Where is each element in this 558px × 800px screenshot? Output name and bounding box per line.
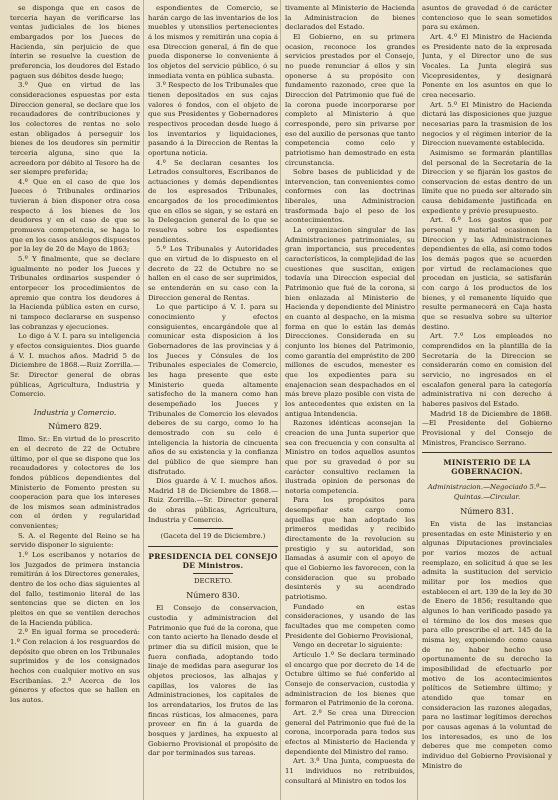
gazette-citation: (Gaceta del 19 de Diciembre.) — [160, 532, 266, 541]
document-number: Número 829. — [48, 421, 102, 431]
decree-label: DECRETO. — [193, 577, 233, 586]
paragraph: espondientes de Comercio, se harán cargo de las inventarios de los muebles y utensilios pertenecientes á los mismos y remitirán una copia á esa Direccion general, á fin de que pueda disponerse lo conveniente á los objetos del servicio público, ó su inmediata venta en pública subasta. — [148, 4, 278, 80]
paragraph: En vista de las instancias presentadas en este Ministerio y en algunas Diputaciones provinciales por varios mozos de actual reemplazo, en solicitud á que se les admita la sustitucion del servicio militar por los medios que establecen el art. 139 de la ley de 30 de Enero de 1856; resultando que algunos lo han verificado pasado ya el término de los dos meses que para ello prescribe el art. 145 de la misma ley, exponiendo como causa de no haber hecho uso oportunamente de su derecho la imposibilidad de efectuarlo por motivo de los acontecimientos políticos de Setiembre último; y atendido que tomar en consideracion las razones alegadas, para no lastimar legítimos derechos por causas agenas á la voluntad de los interesados, es uno de los deberes que me competen como individuo del Gobierno Provisional y Ministro de — [422, 520, 552, 770]
rule — [422, 452, 552, 453]
paragraph: Art. 4.º El Ministro de Hacienda es Presidente nato de la expresada Junta, y el Director uno de sus Vocales. La Junta elegirá sus Vicepresidentes, y designará Ponente en los asuntos en que lo crea necesario. — [422, 32, 552, 99]
column-2 — [148, 4, 278, 796]
paragraph: 4.º Que en el caso de que los Jueces ó Tribunales ordinarios tuvieran á bien disponer otra cosa respecto á los bienes de los deudores y en el caso de que se promueva competencia, se haga lo que en los casos análogos dispuestos por la ley de 20 de Mayo de 1863; — [10, 177, 140, 254]
paragraph: 4.º Se declaran cesantes los Letrados consultores, Escribanos de actuaciones y demás dependientes de los espresados Tribunales, encargados de los procedimientos que en ellos se sigan, y se estará en la Delegacion general de lo que se resuelva sobre los espedientes pendientes. — [148, 158, 278, 244]
paragraph: Art. 5.º El Ministro de Hacienda dictará las disposiciones que juzgue necesarias para la trasmision de los negocios y el régimen interior de la Direccion nuevamente establecida. — [422, 100, 552, 148]
paragraph: Razones idénticas aconsejan la creacion de una Junta superior que sea con frecuencia y con consulta al Ministro en todos aquellos asuntos que por su gravedad ó por su carácter consultivo reclamen la ilustrada opinion de personas de notoria competencia. — [285, 419, 415, 495]
paragraph: 1.º Los escribanos y notarios de los Juzgados de primera instancia remitirán á los Directores generales, dentro de los ocho dias siguientes al del fallo, testimonio literal de las sentencias que se dicten en los pleitos en que se ventilen derechos de la Hacienda pública. — [10, 551, 140, 627]
paragraph: 3.º Que en virtud de las consideraciones espuestas por esta Direccion general, se declare que los recaudadores de contribuciones y los colectores de rentas no solo estan obligados á perseguir los bienes de los deudores sin permitir terceria alguna, sino que la acreedora por débito al Tesoro ha de ser siempre preferida; — [10, 81, 140, 177]
column-1 — [10, 4, 140, 796]
column-3 — [285, 4, 415, 796]
document-number: Número 830. — [186, 590, 240, 600]
paragraph: se disponga que en casos de terceria hayan de verificarse las ventas judiciales de los bienes embargados por los Jueces de Hacienda, sin perjuicio de que ínterin se resuelve la cuestion de preferencia, los deudores del Estado paguen sus débitos desde luego; — [10, 4, 140, 80]
short-rule — [193, 528, 233, 529]
paragraph: tivamente al Ministerio de Hacienda la Administracion de bienes declarados del Estado. — [285, 4, 415, 32]
rule — [148, 546, 278, 547]
paragraph: Art. 6.º Los gastos que por personal y material ocasionen la Direccion y las Administraciones dependientes de ella, así como todos los demás pagos que se acuerden por virtud de reclamaciones que procedan en justicia, se satisfarán con cargo á los productos de los bienes, y el remanente líquido que resulte permanecerá en Caja hasta que se resuelva sobre su ulterior destino. — [422, 216, 552, 331]
paragraph: Artículo 1.º Se declara terminado el encargo que por decreto de 14 de Octubre último se fué conferido al Consejo de conservacion, custodia y administracion de los bienes que formaron el Patrimonio de la corona. — [285, 650, 415, 708]
paragraph: El Gobierno, en su primera ocasion, reconoce los grandes servicios prestados por el Consejo, no puede renunciar á ellos y sin oponerse á su propósito con fundamento razonado, cree que la Direccion del Patrimonio que fué de la corona puede incorporarse por completo al Ministerio á que corresponde, pero sin privarse por eso del auxilio de personas que tanto competencia como celo y patriotismo han demostrado en esta circunstancia. — [285, 32, 415, 167]
ministry-heading: MINISTERIO DE LA GOBERNACION. — [443, 458, 531, 477]
paragraph: La organizacion singular de las Administraciones patrimoniales, su gran importancia, sus precedentes característicos, la complejidad de las cuestiones que suscitan, exigen todavía una Direccion especial del Patrimonio que fué de la corona, si bien enlazada al Ministerio de Hacienda y dependiente del Ministro en cuanto al despacho, en la misma forma en que lo están las demás Direcciones. Considerada en su conjunto los bienes del Patrimonio, como garantía del empréstito de 200 millones de escudos, menester es que los expedientes para su enajenacion sean despachados en el más breve plazo posible con vista de los antecedentes que existen en la antigua Intendencia. — [285, 226, 415, 418]
paragraph: asuntos de gravedad ó de carácter contencioso que le sean sometidos para su exámen. — [422, 4, 552, 32]
section-heading: Industria y Comercio. — [33, 407, 117, 417]
paragraph: S. A. el Regente del Reino se ha servido disponer lo siguiente: — [10, 531, 140, 550]
ministry-heading: PRESIDENCIA DEL CONSEJO DE Ministros. — [148, 552, 278, 571]
paragraph: Art. 7.º Los empleados no comprendidos en la plantilla de la Secretaría de la Direccion se considerarán como en comision del servicio, no ingresados en el escalafon general para la categoría administrativa ni con derecho á haberes pasivos del Estado. — [422, 332, 552, 408]
paragraph: Fundado en estas consideraciones, y usando de las facultades que me competen como Presidente del Gobierno Provisional, — [285, 602, 415, 640]
paragraph: Ilmo. Sr.: En virtud de lo prescrito en el decreto de 22 de Octubre último, por el que se dispone que los recaudadores y colectores de los fondos públicos dependientes del Ministerio de Fomento presten su cooperacion para que los intereses de los mismos sean administrados con el órden y regularidad convenientes; — [10, 435, 140, 531]
column-divider — [280, 0, 281, 800]
paragraph: 5.º Los Tribunales y Autoridades que en virtud de lo dispuesto en el decreto de 22 de Octubre no se hallen en el caso de ser suprimidos, se entenderán en su caso con la Direccion general de Rentas. — [148, 245, 278, 302]
paragraph: 3.º Respecto de los Tribunales que tienen depositados en sus cajas valores ó fondos, con el objeto de que sus Presidentes y Gobernadores respectivos procedan desde luego á los inventarios y liquidaciones, pasando á la Direccion de Rentas la oportuna noticia. — [148, 81, 278, 157]
paragraph: Art. 3.º Una Junta, compuesta de 11 individuos no retribuidos, consultará al Ministro en todos los — [285, 757, 415, 785]
column-divider — [143, 0, 144, 800]
paragraph: Dios guarde á V. I. muchos años. Madrid 18 de Diciembre de 1868.—Ruiz Zorrilla.—Sr. Director general de obras públicas, Agricultura, Industria y Comercio. — [148, 477, 278, 524]
paragraph: Lo que participo á V. I. para su conocimiento y efectos consiguientes, encargándole que al comunicar esta disposicion á los Gobernadores de las provincias y á los Jueces y Cónsules de los Tribunales especiales de Comercio, les haga presente que este Ministerio queda altamente satisfecho de la manera como han desempeñado los Jueces y Tribunales de Comercio los elevados deberes de su cargo, como lo ha demostrado con su celo é inteligencia la historia de cincuenta años de su existencia y la confianza del público de que siempre han disfrutado. — [148, 303, 278, 476]
signature-line: Madrid 18 de Diciembre de 1868.—El Presidente del Gobierno Provisional y del Consejo de Ministros, Francisco Serrano. — [422, 409, 552, 447]
short-rule — [467, 479, 507, 480]
paragraph: 5.º Y finalmente, que se declare igualmente no poder los Jueces y Tribunales ordinarios suspender ó entorpecer los procedimientos de apremio que contra los deudores á la Hacienda pública esten en curso, ni tampoco declararse en suspenso las cobranzas y ejecuciones. — [10, 255, 140, 331]
paragraph: 2.º En igual forma se procederá: 1.º Con relacion á los resguardos de depósito que obren en los Tribunales suprimidos y de los consignados hechos con cualquier motivo en sus Escribanías. 2.º Acerca de los géneros y efectos que se hallen en los autos. — [10, 628, 140, 704]
paragraph: Sobre bases de publicidad y de intervencion, tan convenientes como conformes con las doctrinas liberales, una Administracion trasformada bajo el peso de los acontecimientos. — [285, 168, 415, 225]
paragraph: Lo digo á V. I. para su inteligencia y efectos consiguientes. Dios guarde á V. I. muchos años. Madrid 5 de Diciembre de 1868.—Ruiz Zorrilla.—Sr. Director general de obras públicas, Agricultura, Industria y Comercio. — [10, 332, 140, 399]
paragraph: Para los propósitos para desempeñar este cargo como aquellas que han adoptado los primeros medidas y recibido directamente de la revolucion su prestigio y su autoridad, son llamadas á asumir con el apoyo de que el Gobierno les favorecen, con la consideracion que su probado desinterés y su acendrado patriotismo. — [285, 496, 415, 602]
column-4 — [422, 4, 552, 796]
short-rule — [193, 573, 233, 574]
paragraph: El Consejo de conservacion, custodia y administracion del Patrimonio que fué de la corona, que con tanto acierto ha llenado desde el primer dia su difícil mision, que le fuera confiada, adoptando todo linaje de medidas para asegurar los objetos preciosos, las alhajas y capillas, los valores de las Administraciones, los capitales de los arrendatarios, los frutos de las fincas rústicas, los almacenes, para proveer en fin á la guarda de bosques y jardines, ha expuesto al Gobierno Provisional el propósito de dar por terminados sus tareas. — [148, 604, 278, 758]
paragraph: Art. 2.º Se crea una Direccion general del Patrimonio que fué de la corona, incorporada para todos sus efectos al Ministerio de Hacienda y dependiente del Ministro del ramo. — [285, 708, 415, 756]
paragraph: Asimismo se formarán plantillas del personal de la Secretaría de la Direccion y se fijarán los gastos de conservacion de estas dentro de un límite que no pueda ser alterado sin causa debidamente justificada en expediente y prévio presupuesto. — [422, 148, 552, 215]
paragraph: Vengo en decretar lo siguiente: — [293, 641, 403, 650]
column-divider — [417, 0, 418, 800]
department-subheading: Administracion.—Negociado 5.º—Quintas.—Circular. — [427, 483, 547, 501]
document-number: Número 831. — [460, 506, 514, 516]
